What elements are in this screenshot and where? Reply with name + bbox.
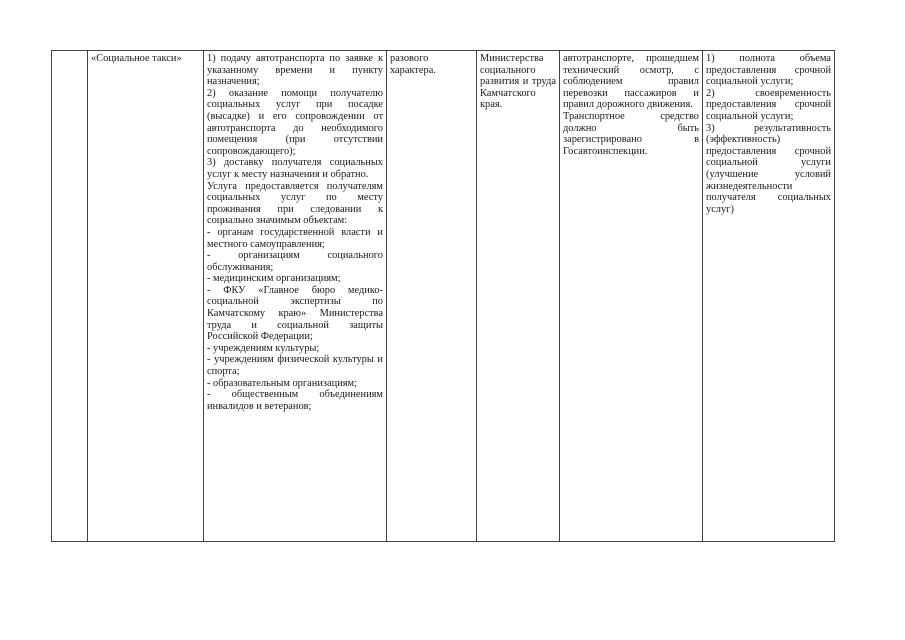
description-line: - ФКУ «Главное бюро медико-социальной экспертизы по Камчатскому краю» Министерства труда и социальной защиты Российской Федерации; [207,284,383,343]
frequency-cell [387,51,477,542]
services-table [51,50,835,542]
provider-text: Министерства социального развития и труда Камчатского края. [480,53,556,111]
indicator-line: 2) своевременность предоставления срочной социальной услуги; [706,87,831,122]
description-line: - учреждениям физической культуры и спорта; [207,354,383,378]
conditions-line: Транспортное средство должно быть зарегистрировано в Госавтоинспекции. [563,110,699,157]
conditions-cell [560,51,703,542]
description-line: - органам государственной власти и местного самоуправления; [207,226,383,250]
description-line: Услуга предоставляется получателям социальных услуг по месту проживания при следовании к социально значимым объектам: [207,180,383,227]
description-line: - общественным объединениям инвалидов и ветеранов; [207,389,383,412]
description-line: - учреждениям культуры; [207,342,320,354]
conditions-line: автотранспорте, прошедшем технический осмотр, с соблюдением правил перевозки пассажиров и правил дорожного движения. [563,53,699,111]
provider-cell [477,51,560,542]
service-name: «Социальное такси» [91,53,182,64]
indicators-cell [703,51,835,542]
description-line: - образовательным организациям; [207,377,357,389]
description-line: - организациям социального обслуживания; [207,250,383,273]
description-line: 2) оказание помощи получателю социальных услуг при посадке (высадке) и его сопровождении от автотранспорта до необходимого помещения (при отсутствии сопровождающего); [207,87,383,157]
service-name-cell [88,51,204,542]
description-line: 3) доставку получателя социальных услуг к месту назначения и обратно. [207,157,383,180]
table-row [52,51,835,542]
indicator-line: 3) результативность (эффективность) предоставления срочной социальной услуги (улучшение условий жизнедеятельности получателя социальных услуг) [706,122,831,215]
service-description-cell [204,51,387,542]
description-line: - медицинским организациям; [207,273,341,285]
frequency-text: разового характера. [390,53,436,76]
number-cell [52,51,88,542]
description-line: 1) подачу автотранспорта по заявке к указанному времени и пункту назначения; [207,53,383,88]
indicator-line: 1) полнота объема предоставления срочной социальной услуги; [706,53,831,88]
